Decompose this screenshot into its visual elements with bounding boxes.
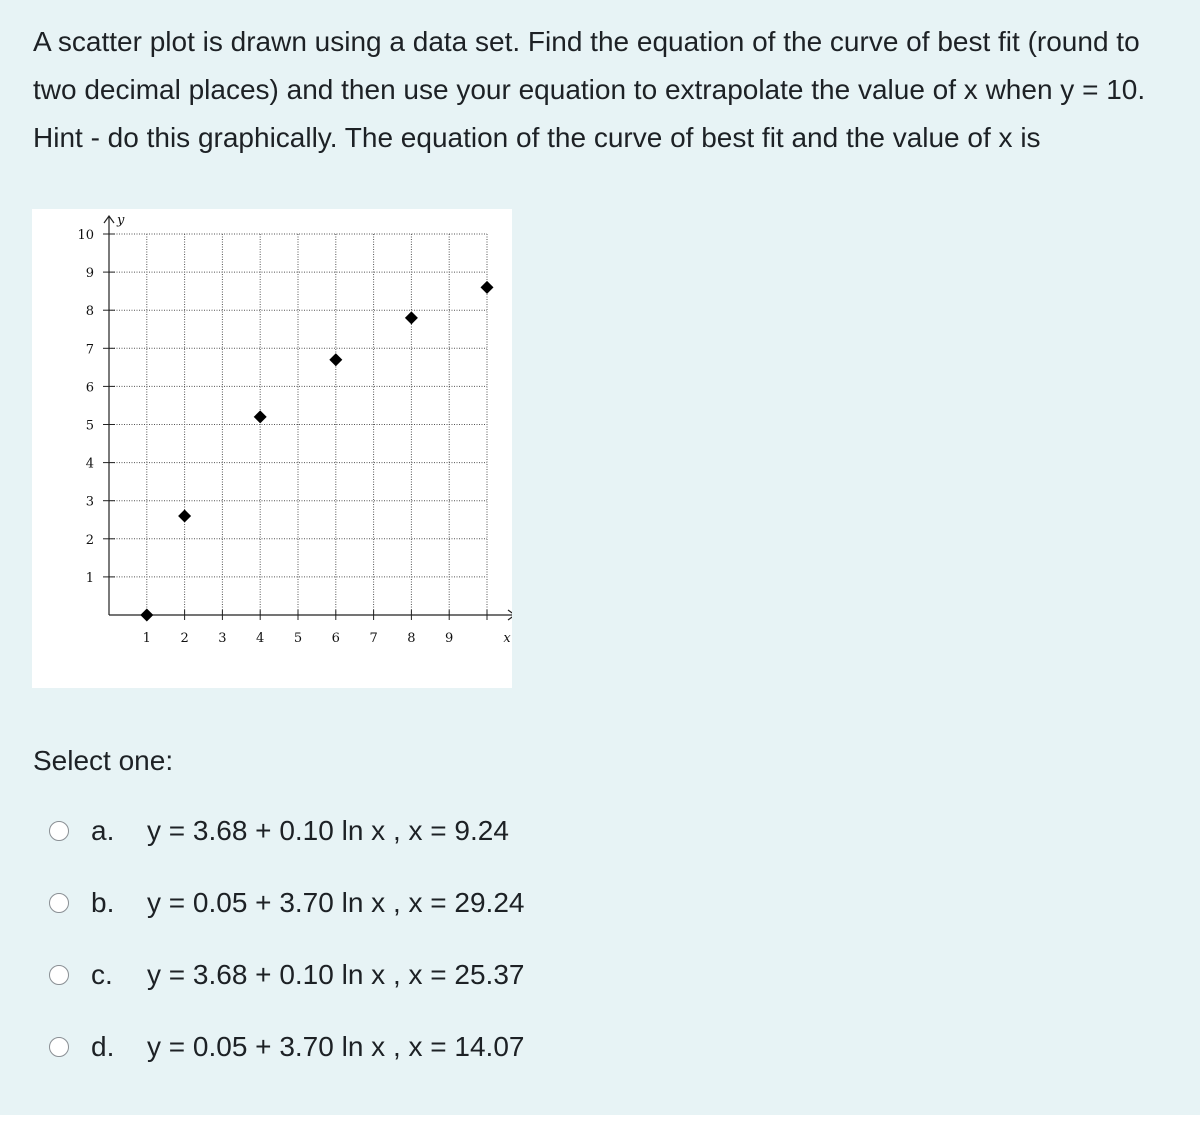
data-point-3 — [254, 410, 267, 423]
option-d-text: y = 0.05 + 3.70 ln x , x = 14.07 — [147, 1031, 525, 1062]
x-tick-label: 6 — [331, 631, 340, 646]
option-b-letter: b. — [91, 887, 115, 918]
x-tick-label: 1 — [142, 631, 151, 646]
x-tick-label: 7 — [369, 631, 378, 646]
x-tick-label: 8 — [407, 631, 416, 646]
y-tick-label: 6 — [85, 380, 94, 396]
x-tick-label: 2 — [180, 631, 189, 646]
option-d[interactable] — [49, 1011, 524, 1083]
option-a-text: y = 3.68 + 0.10 ln x , x = 9.24 — [147, 815, 509, 846]
option-a-letter: a. — [91, 815, 115, 846]
y-tick-label: 3 — [85, 494, 94, 510]
answer-options — [49, 795, 524, 1083]
data-point-6 — [481, 281, 494, 294]
radio-b[interactable] — [49, 893, 69, 913]
data-point-4 — [329, 353, 342, 366]
scatter-plot-svg — [32, 209, 512, 688]
radio-a[interactable] — [49, 821, 69, 841]
radio-d[interactable] — [49, 1037, 69, 1057]
select-prompt: Select one: — [33, 745, 174, 776]
y-tick-label: 2 — [85, 532, 94, 548]
option-b[interactable] — [49, 867, 524, 939]
radio-c[interactable] — [49, 965, 69, 985]
option-c-text: y = 3.68 + 0.10 ln x , x = 25.37 — [147, 959, 525, 990]
option-b-text: y = 0.05 + 3.70 ln x , x = 29.24 — [147, 887, 525, 918]
x-tick-label: 3 — [218, 631, 227, 646]
data-point-5 — [405, 311, 418, 324]
y-tick-label: 8 — [85, 304, 94, 320]
y-tick-label: 5 — [85, 418, 94, 434]
y-tick-label: 7 — [85, 342, 94, 358]
tick-labels — [77, 213, 511, 646]
y-tick-label: 10 — [77, 228, 94, 243]
y-tick-label: 9 — [85, 266, 94, 282]
x-tick-label: 4 — [256, 631, 265, 646]
data-point-1 — [140, 609, 153, 622]
grid — [109, 234, 487, 615]
data-point-2 — [178, 509, 191, 522]
question-text: A scatter plot is drawn using a data set. Find the equation of the curve of best fit (round to two decimal places) and then use your equation to extrapolate the value of x when y = 10. Hint - do this graphically. The equation of the curve of best fit and the value of x is — [33, 26, 1146, 153]
y-tick-label: 4 — [85, 456, 94, 472]
axes — [103, 216, 512, 620]
scatter-plot — [32, 209, 512, 688]
x-axis-label: x — [503, 631, 511, 646]
x-tick-label: 9 — [445, 631, 454, 646]
option-c-letter: c. — [91, 959, 113, 990]
data-points — [140, 281, 493, 622]
y-axis-label: y — [117, 213, 125, 228]
x-tick-label: 5 — [293, 631, 303, 646]
y-tick-label: 1 — [85, 570, 94, 586]
option-a[interactable] — [49, 795, 524, 867]
option-c[interactable] — [49, 939, 524, 1011]
option-d-letter: d. — [91, 1031, 115, 1062]
